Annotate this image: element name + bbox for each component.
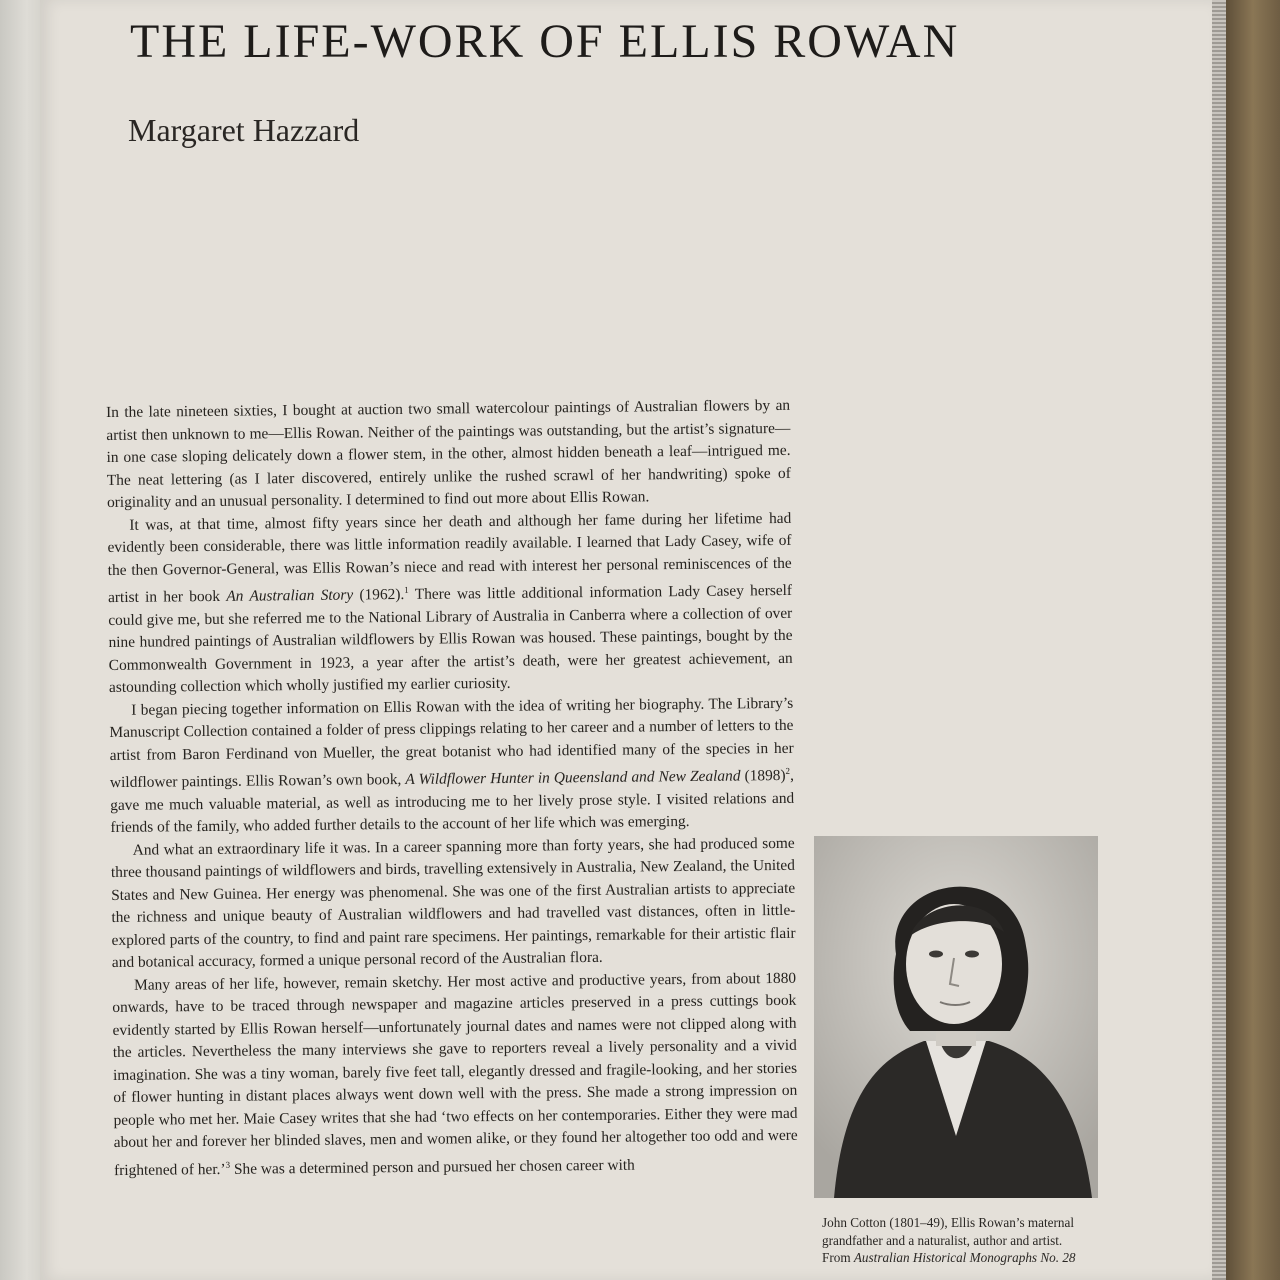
chapter-title: THE LIFE-WORK OF ELLIS ROWAN xyxy=(130,15,960,68)
portrait-photo xyxy=(814,836,1098,1198)
paragraph-5: Many areas of her life, however, remain sketchy. Her most active and productive years, from about 1880 onwards, have to be traced through newspaper and magazine articles preserved in a press cuttings book evidently started by Ellis Rowan herself—unfortunately journal dates and names were not clipped along with the articles. Nevertheless the many interviews she gave to reporters reveal a lively personality and a vivid imagination. She was a tiny woman, barely five feet tall, elegantly dressed and fragile-looking, and her stories of flower hunting in distant places always went down well with the press. She made a strong impression on people who met her. Maie Casey writes that she had ‘two effects on her contemporaries. Either they were mad about her and forever her blinded slaves, men and women alike, or they found her altogether too odd and were frightened of her.’$^3$ She was a determined person and pursued her chosen career with xyxy=(112,969,798,1179)
caption-text: John Cotton (1801–49), Ellis Rowan’s maternal grandfather and a naturalist, author and artist. xyxy=(822,1215,1075,1248)
author-name: Margaret Hazzard xyxy=(128,112,360,148)
footnote-marker: 2 xyxy=(785,765,791,777)
page-stack-edge xyxy=(1212,0,1226,1280)
paragraph-4: And what an extraordinary life it was. In a career spanning more than forty years, she had produced some three thousand paintings of wildflowers and birds, travelling extensively in Australia, New Zealand, the United States and New Guinea. Her energy was phenomenal. She was one of the first Australian artists to appreciate the richness and unique beauty of Australian wildflowers and had travelled vast distances, often in little-explored parts of the country, to find and paint rare specimens. Her paintings, remarkable for their artistic flair and botanical accuracy, formed a unique personal record of the Australian flora. xyxy=(110,834,796,972)
paragraph-2: It was, at that time, almost fifty years since her death and although her fame during her lifetime had evidently been considerable, there was little information readily available. I learned that Lady Casey, wife of the then Governor-General, was Ellis Rowan’s niece and read with interest her personal reminiscences of the artist in her book An Australian Story (1962).$^1$ There was little additional information Lady Casey herself could give me, but she referred me to the National Library of Australia in Canberra where a collection of over nine hundred paintings of Australian wildflowers by Ellis Rowan was housed. These paintings, bought by the Commonwealth Government in 1923, a year after the artist’s death, were her greatest achievement, an astounding collection which wholly justified my earlier curiosity. xyxy=(107,509,793,697)
caption-source: From Australian Historical Monographs No. 28 xyxy=(822,1250,1076,1265)
paragraph-1: In the late nineteen sixties, I bought at auction two small watercolour paintings of Australian flowers by an artist then unknown to me—Ellis Rowan. Neither of the paintings was outstanding, but the artist’s signature—in one case sloping delicately down a flower stem, in the other, almost hidden beneath a leaf—intrigued me. The neat lettering (as I later discovered, entirely unlike the rushed scrawl of her handwriting) spoke of originality and an unusual personality. I determined to find out more about Ellis Rowan. xyxy=(106,396,791,511)
footnote-marker: 3 xyxy=(225,1159,231,1170)
table-surface xyxy=(1226,0,1280,1280)
figure-caption xyxy=(822,1214,1112,1267)
footnote-marker: 1 xyxy=(404,584,409,595)
body-text xyxy=(106,395,798,1182)
book-title-reference: A Wildflower Hunter in Queensland and New Zealand xyxy=(405,767,741,789)
paragraph-3: I began piecing together information on Ellis Rowan with the idea of writing her biography. The Library’s Manuscript Collection contained a folder of press clippings relating to her career and a number of letters to the artist from Baron Ferdinand von Mueller, the great botanist who had identified many of the species in her wildflower paintings. Ellis Rowan’s own book, A Wildflower Hunter in Queensland and New Zealand $(1898)^2$, gave me much valuable material, as well as introducing me to her lively prose style. I visited relations and friends of the family, who added further details to the account of her life which was emerging. xyxy=(109,694,795,837)
book-title-reference: An Australian Story xyxy=(226,586,354,605)
facing-page-edge xyxy=(0,0,44,1280)
